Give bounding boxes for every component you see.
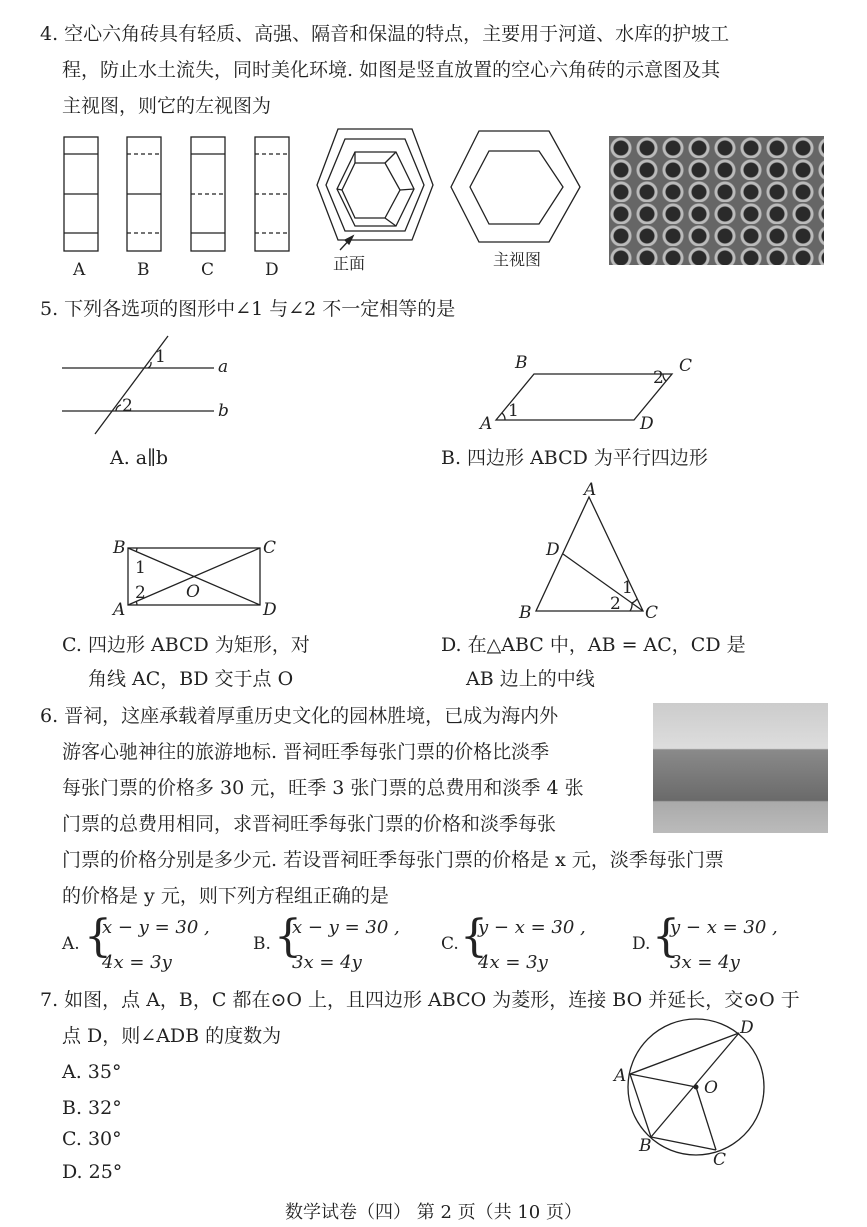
q7-option-a: A. 35° — [62, 1061, 122, 1083]
q5c-D: D — [263, 600, 277, 620]
q5d-angle2: 2 — [610, 594, 621, 614]
page-footer: 数学试卷（四） 第 2 页（共 10 页） — [285, 1202, 582, 1223]
q5-stem: 5. 下列各选项的图形中∠1 与∠2 不一定相等的是 — [40, 298, 456, 320]
q6-option-d-eq1: y − x = 30 , — [670, 917, 778, 938]
q5d-C: C — [645, 603, 659, 623]
q5-caption-c1: C. 四边形 ABCD 为矩形，对 — [62, 634, 310, 656]
q5c-angle2: 2 — [135, 583, 146, 603]
q6-option-c-eq2: 4x = 3y — [478, 952, 548, 973]
q6-option-a-brace: { — [84, 911, 112, 962]
q6-line1: 6. 晋祠，这座承载着厚重历史文化的园林胜境，已成为海内外 — [40, 705, 559, 727]
q5b-B: B — [515, 353, 528, 373]
q6-option-a-eq1: x − y = 30 , — [102, 917, 210, 938]
q6-option-d-brace: { — [652, 911, 680, 962]
q6-option-b-letter: B. — [253, 934, 271, 954]
q5-caption-d2: AB 边上的中线 — [466, 668, 595, 690]
q6-option-c-letter: C. — [441, 934, 459, 954]
q5c-O: O — [186, 582, 200, 602]
q5a-angle1: 1 — [155, 347, 166, 367]
q6-option-a-letter: A. — [62, 934, 80, 954]
q5d-B: B — [519, 603, 532, 623]
q5-caption-d1: D. 在△ABC 中，AB = AC，CD 是 — [441, 634, 746, 656]
q5b-C: C — [679, 356, 693, 376]
q4-front-label: 正面 — [333, 254, 366, 273]
q6-option-d-eq2: 3x = 4y — [670, 952, 740, 973]
q7-option-d: D. 25° — [62, 1161, 123, 1183]
q7-line1: 7. 如图，点 A，B，C 都在⊙O 上，且四边形 ABCO 为菱形，连接 BO 并延长，交⊙O 于 — [40, 989, 800, 1011]
q7-label-O: O — [704, 1078, 718, 1098]
q6-option-b-brace: { — [274, 911, 302, 962]
q6-option-d-letter: D. — [632, 934, 651, 954]
q4-option-b: B — [137, 260, 150, 280]
q5-caption-b: B. 四边形 ABCD 为平行四边形 — [441, 447, 708, 469]
q6-line4: 门票的总费用相同，求晋祠旺季每张门票的价格和淡季每张 — [62, 813, 557, 835]
q5d-A: A — [584, 480, 597, 500]
q6-option-b-eq1: x − y = 30 , — [292, 917, 400, 938]
q5b-angle2: 2 — [653, 368, 664, 388]
q6-option-c-eq1: y − x = 30 , — [478, 917, 586, 938]
q6-line5: 门票的价格分别是多少元. 若设晋祠旺季每张门票的价格是 x 元，淡季每张门票 — [62, 849, 724, 871]
q5b-angle1: 1 — [508, 401, 519, 421]
q5d-D: D — [546, 540, 560, 560]
q5b-A: A — [480, 414, 493, 434]
q4-option-d: D — [265, 260, 279, 280]
q6-line6: 的价格是 y 元，则下列方程组正确的是 — [62, 885, 389, 907]
q7-option-b: B. 32° — [62, 1097, 122, 1119]
q5a-angle2: 2 — [122, 396, 133, 416]
q7-label-D: D — [740, 1018, 754, 1038]
q5-caption-c2: 角线 AC，BD 交于点 O — [88, 668, 294, 690]
q5d-angle1: 1 — [622, 578, 633, 598]
q6-option-a-eq2: 4x = 3y — [102, 952, 172, 973]
q6-option-c-brace: { — [460, 911, 488, 962]
q4-main-view-label: 主视图 — [493, 250, 542, 269]
q5-caption-a: A. a∥b — [110, 447, 169, 469]
q4-line3: 主视图，则它的左视图为 — [62, 95, 272, 117]
q4-line2: 程，防止水土流失，同时美化环境. 如图是竖直放置的空心六角砖的示意图及其 — [62, 59, 721, 81]
q4-option-a: A — [73, 260, 86, 280]
q6-line2: 游客心驰神往的旅游地标. 晋祠旺季每张门票的价格比淡季 — [62, 741, 550, 763]
q5c-angle1: 1 — [135, 558, 146, 578]
q6-line3: 每张门票的价格多 30 元，旺季 3 张门票的总费用和淡季 4 张 — [62, 777, 584, 799]
q7-label-A: A — [614, 1066, 627, 1086]
q5c-A: A — [113, 600, 126, 620]
q5a-line-b: b — [218, 401, 229, 421]
q7-label-C: C — [713, 1150, 727, 1170]
q7-line2: 点 D，则∠ADB 的度数为 — [62, 1025, 282, 1047]
q7-label-B: B — [639, 1136, 652, 1156]
q6-option-b-eq2: 3x = 4y — [292, 952, 362, 973]
q5a-line-a: a — [218, 357, 229, 377]
q4-option-c: C — [201, 260, 215, 280]
q5c-B: B — [113, 538, 126, 558]
q7-option-c: C. 30° — [62, 1128, 122, 1150]
q4-line1: 4. 空心六角砖具有轻质、高强、隔音和保温的特点，主要用于河道、水库的护坡工 — [40, 23, 730, 45]
q5b-D: D — [640, 414, 654, 434]
q5c-C: C — [263, 538, 277, 558]
